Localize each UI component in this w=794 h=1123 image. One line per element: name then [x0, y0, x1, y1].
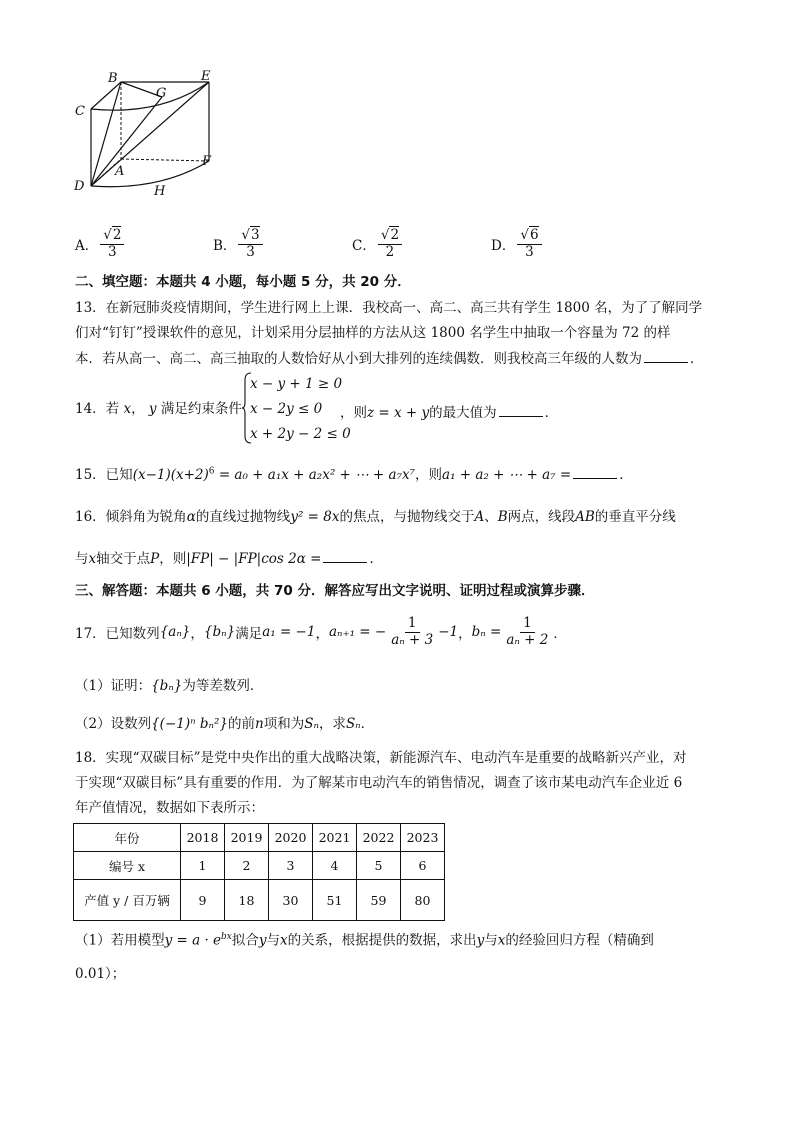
choice-a [75, 226, 126, 262]
choice-c [352, 226, 404, 262]
table-row [74, 824, 445, 852]
row-header: 年份 [74, 824, 181, 852]
choice-value: $\frac{√6}{3}$ [517, 228, 541, 260]
q14-tail: ，则z = x + y的最大值为 ． [340, 405, 559, 421]
arc-CE [91, 82, 209, 110]
table-cell: 5 [357, 852, 401, 880]
label-B: B [108, 71, 118, 86]
label-G: G [156, 86, 167, 101]
table-cell: 2022 [357, 824, 401, 852]
edge-AF [121, 159, 209, 161]
choice-value: $\frac{√2}{3}$ [100, 228, 124, 260]
bn-fraction: $\frac{1}{\text{aₙ + 2}}$ [506, 614, 549, 648]
label-E: E [201, 69, 211, 84]
label-A: A [115, 164, 125, 179]
table-cell: 2018 [181, 824, 225, 852]
row-header: 产值 y / 百万辆 [74, 880, 181, 921]
constraint-3: x + 2y − 2 ≤ 0 [250, 426, 351, 442]
label-F: F [202, 154, 212, 169]
q13-line2: 们对“钉钉”授课软件的意见，计划采用分层抽样的方法从这 1800 名学生中抽取一个容量为 72 的样 [75, 325, 671, 341]
table-cell: 2020 [269, 824, 313, 852]
choice-letter: D． [491, 238, 516, 254]
q17-stem: 17．已知数列 {aₙ} ， {bₙ} 满足 a₁ = −1 ， aₙ₊₁ = − $\frac{1}{\text{aₙ + 3}}$ −1 ， bₙ = $\frac{1}{\text{aₙ + 2}}$ ． [75, 614, 567, 648]
q18-line2: 于实现“双碳目标”具有重要的作用．为了解某市电动汽车的销售情况，调查了该市某电动汽车企业近 6 [75, 775, 683, 791]
constraint-1: x − y + 1 ≥ 0 [250, 376, 343, 392]
answer-blank[interactable] [323, 550, 367, 563]
label-H: H [154, 184, 166, 199]
q18-line3: 年产值情况，数据如下表所示： [75, 800, 264, 816]
q16-line1: 16．倾斜角为锐角α的直线过抛物线y² = 8x的焦点，与抛物线交于A、B两点，线段AB的垂直平分线 [75, 509, 676, 525]
table-cell: 4 [313, 852, 357, 880]
table-cell: 3 [269, 852, 313, 880]
table-cell: 30 [269, 880, 313, 921]
geometry-figure [70, 66, 220, 201]
table-cell: 80 [401, 880, 445, 921]
choice-b [213, 226, 265, 262]
table-cell: 51 [313, 880, 357, 921]
q17-part1: （1）证明：{bₙ}为等差数列． [75, 678, 264, 694]
q13-line1: 13．在新冠肺炎疫情期间，学生进行网上上课．我校高一、高二、高三共有学生 1800 名，为了了解同学 [75, 300, 703, 316]
q15: 15．已知$(x-1)(x+2)^6 = a_0 + a_1x + a_2x^2$ + ⋯ + a₇x⁷，则a₁ + a₂ + ⋯ + a₇ = ． [75, 466, 633, 483]
label-D: D [74, 179, 85, 194]
constraint-2: x − 2y ≤ 0 [250, 401, 323, 417]
table-cell: 2021 [313, 824, 357, 852]
row-header: 编号 x [74, 852, 181, 880]
answer-blank[interactable] [573, 466, 617, 479]
table-cell: 2 [225, 852, 269, 880]
q14-lead: 14．若 x， y 满足约束条件 [75, 401, 242, 417]
choice-letter: A． [75, 238, 99, 254]
q18-part1: （1）若用模型$y = a \cdot e^{bx}$拟合y与x的关系，根据提供的数据，求出y与x的经验回归方程（精确到 [75, 932, 654, 949]
section2-heading: 二、填空题：本题共 4 小题，每小题 5 分，共 20 分． [75, 274, 411, 290]
table-cell: 1 [181, 852, 225, 880]
table-cell: 6 [401, 852, 445, 880]
recurrence-fraction: $\frac{1}{\text{aₙ + 3}}$ [391, 614, 434, 648]
table-row [74, 852, 445, 880]
section3-heading: 三、解答题：本题共 6 小题，共 70 分．解答应写出文字说明、证明过程或演算步骤． [75, 583, 595, 599]
choice-d [491, 226, 544, 262]
table-cell: 2019 [225, 824, 269, 852]
table-cell: 2023 [401, 824, 445, 852]
table-cell: 9 [181, 880, 225, 921]
choice-value: $\frac{√2}{2}$ [378, 228, 402, 260]
q17-part2: （2）设数列{(−1)ⁿ bₙ²}的前n项和为Sₙ，求Sₙ． [75, 716, 375, 732]
q16-line2: 与x轴交于点P，则|FP| − |FP|cos 2α = ． [75, 551, 383, 567]
arc-DF [91, 161, 209, 187]
label-C: C [75, 104, 85, 119]
choice-value: $\frac{√3}{3}$ [238, 228, 262, 260]
answer-blank[interactable] [499, 404, 543, 417]
q13-line3: 本．若从高一、高二、高三抽取的人数恰好从小到大排列的连续偶数．则我校高三年级的人数为 ． [75, 351, 704, 367]
choice-letter: B． [213, 238, 237, 254]
choice-letter: C． [352, 238, 376, 254]
table-cell: 59 [357, 880, 401, 921]
answer-blank[interactable] [644, 350, 688, 363]
q18-part1-line2: 0.01）； [75, 966, 126, 982]
table-row [74, 880, 445, 921]
data-table [73, 823, 445, 921]
q18-line1: 18．实现“双碳目标”是党中央作出的重大战略决策，新能源汽车、电动汽车是重要的战略新兴产业，对 [75, 750, 687, 766]
table-cell: 18 [225, 880, 269, 921]
